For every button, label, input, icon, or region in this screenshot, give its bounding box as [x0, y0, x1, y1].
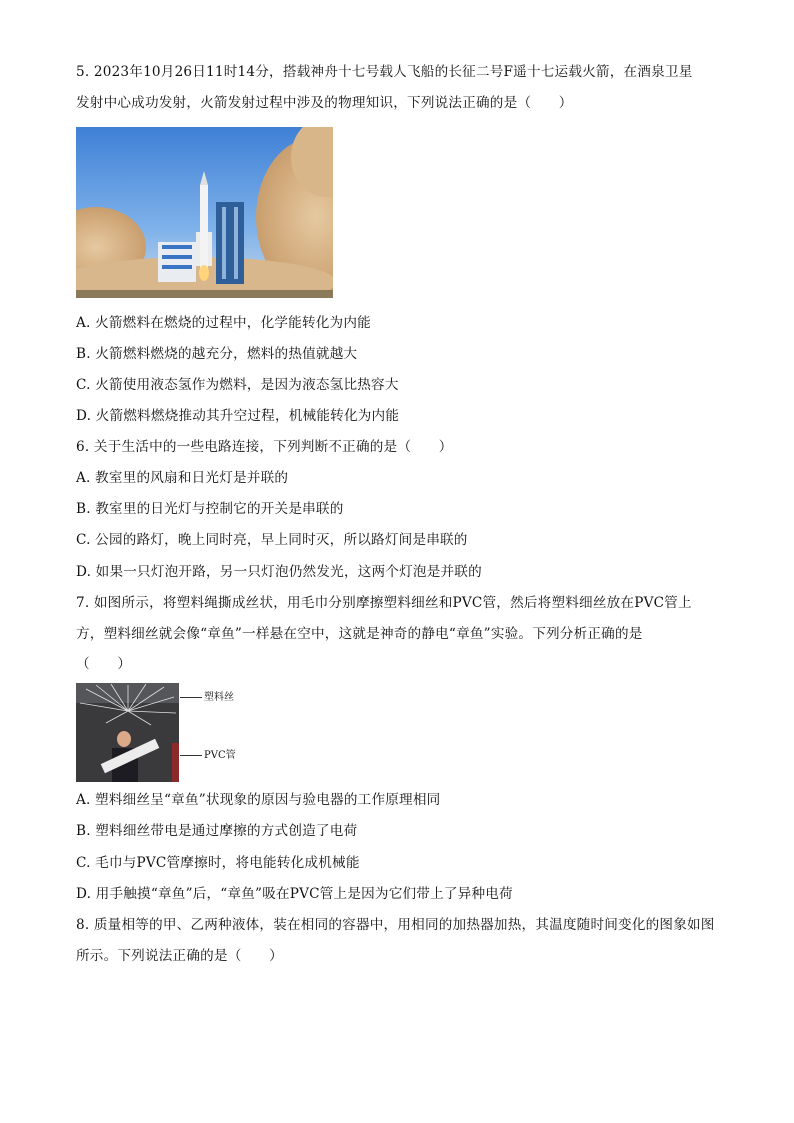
q8-stem-line2: 所示。下列说法正确的是（ ） — [76, 948, 283, 964]
q6-option-c: C. 公园的路灯，晚上同时亮，早上同时灭，所以路灯间是串联的 — [76, 532, 468, 548]
q7-stem-line1: 7. 如图所示，将塑料绳撕成丝状，用毛巾分别摩擦塑料细丝和PVC管，然后将塑料细丝放在PVC管上 — [76, 595, 692, 611]
plastic-thread-label: 塑料丝 — [204, 692, 234, 703]
q5-option-c: C. 火箭使用液态氢作为燃料，是因为液态氢比热容大 — [76, 377, 399, 393]
q8-stem-line1: 8. 质量相等的甲、乙两种液体，装在相同的容器中，用相同的加热器加热，其温度随时间变化的图象如图 — [76, 917, 715, 933]
q7-option-b: B. 塑料细丝带电是通过摩擦的方式创造了电荷 — [76, 823, 358, 839]
q5-option-d: D. 火箭燃料燃烧推动其升空过程，机械能转化为内能 — [76, 408, 400, 424]
q7-option-c: C. 毛巾与PVC管摩擦时，将电能转化成机械能 — [76, 855, 360, 871]
q7-stem-line2: 方，塑料细丝就会像“章鱼”一样悬在空中，这就是神奇的静电“章鱼”实验。下列分析正确的是 — [76, 626, 643, 642]
q7-stem-line3: （ ） — [76, 656, 132, 672]
q5-option-a: A. 火箭燃料在燃烧的过程中，化学能转化为内能 — [76, 315, 371, 331]
q6-option-d: D. 如果一只灯泡开路，另一只灯泡仍然发光，这两个灯泡是并联的 — [76, 564, 482, 580]
rocket-launch-photo — [76, 127, 333, 298]
q5-stem-line1: 5. 2023年10月26日11时14分，搭载神舟十七号载人飞船的长征二号F遥十七运载火箭，在酒泉卫星 — [76, 64, 693, 80]
q7-option-a: A. 塑料细丝呈“章鱼”状现象的原因与验电器的工作原理相同 — [76, 792, 441, 808]
static-octopus-photo — [76, 683, 179, 782]
q5-option-b: B. 火箭燃料燃烧的越充分，燃料的热值就越大 — [76, 346, 358, 362]
q6-stem: 6. 关于生活中的一些电路连接，下列判断不正确的是（ ） — [76, 439, 453, 455]
pvc-pipe-label: PVC管 — [204, 750, 236, 761]
q6-option-a: A. 教室里的风扇和日光灯是并联的 — [76, 470, 289, 486]
q5-stem-line2: 发射中心成功发射，火箭发射过程中涉及的物理知识，下列说法正确的是（ ） — [76, 95, 573, 111]
q6-option-b: B. 教室里的日光灯与控制它的开关是串联的 — [76, 501, 344, 517]
q7-option-d: D. 用手触摸“章鱼”后，“章鱼”吸在PVC管上是因为它们带上了异种电荷 — [76, 886, 513, 902]
